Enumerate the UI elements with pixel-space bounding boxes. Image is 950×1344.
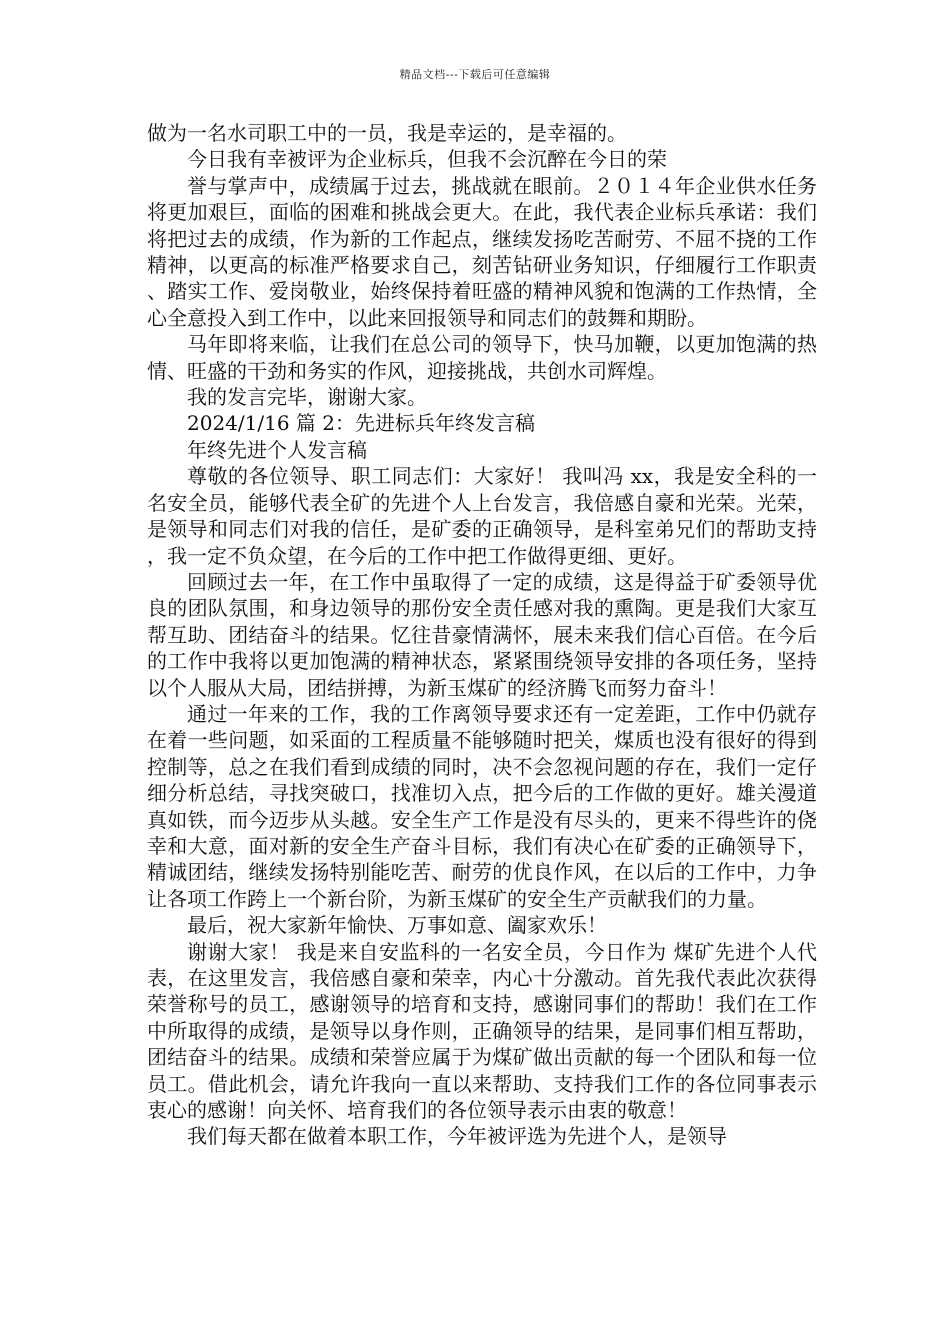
paragraph: 今日我有幸被评为企业标兵，但我不会沉醉在今日的荣 [187, 147, 667, 172]
paragraph: 我的发言完毕，谢谢大家。 [187, 385, 427, 410]
paragraph: 我们每天都在做着本职工作，今年被评选为先进个人，是领导 [187, 1124, 727, 1149]
document-title: 年终先进个人发言稿 [187, 437, 367, 462]
paragraph: 马年即将来临，让我们在总公司的领导下，快马加鞭，以更加饱满的热情、旺盛的干劲和务实的作风，迎接挑战，共创水司辉煌。 [147, 332, 817, 383]
paragraph: 谢谢大家！ 我是来自安监科的一名安全员，今日作为 煤矿先进个人代表，在这里发言，我倍感自豪和荣幸，内心十分激动。首先我代表此次获得荣誉称号的员工，感谢领导的培育和支持，感谢同事们的帮助！我们在工作中所取得的成绩，是领导以身作则，正确领导的结果，是同事们相互帮助，团结奋斗的结果。成绩和荣誉应属于为煤矿做出贡献的每一个团队和每一位员工。借此机会，请允许我向一直以来帮助、支持我们工作的各位同事表示衷心的感谢！向关怀、培育我们的各位领导表示由衷的敬意！ [147, 939, 817, 1123]
paragraph: 最后，祝大家新年愉快、万事如意、阖家欢乐！ [187, 913, 607, 938]
paragraph: 回顾过去一年，在工作中虽取得了一定的成绩，这是得益于矿委领导优良的团队氛围，和身边领导的那份安全责任感对我的熏陶。更是我们大家互帮互助、团结奋斗的结果。忆往昔豪情满怀，展未来我们信心百倍。在今后的工作中我将以更加饱满的精神状态，紧紧围绕领导安排的各项任务，坚持以个人服从大局，团结拼搏，为新玉煤矿的经济腾飞而努力奋斗！ [147, 569, 817, 700]
page-header-note: 精品文档---下载后可任意编辑 [399, 68, 551, 81]
paragraph: 做为一名水司职工中的一员，我是幸运的，是幸福的。 [147, 121, 627, 145]
paragraph: 通过一年来的工作，我的工作离领导要求还有一定差距，工作中仍就存在着一些问题，如采面的工程质量不能够随时把关，煤质也没有很好的得到控制等，总之在我们看到成绩的同时，决不会忽视问题的存在，我们一定仔细分析总结，寻找突破口，找准切入点，把今后的工作做的更好。雄关漫道真如铁，而今迈步从头越。安全生产工作是没有尽头的，更来不得些许的侥幸和大意，面对新的安全生产奋斗目标，我们有决心在矿委的正确领导下，精诚团结，继续发扬特别能吃苦、耐劳的优良作风，在以后的工作中，力争让各项工作跨上一个新台阶，为新玉煤矿的安全生产贡献我们的力量。 [147, 701, 817, 911]
paragraph: 尊敬的各位领导、职工同志们：大家好！ 我叫冯 xx，我是安全科的一名安全员，能够代表全矿的先进个人上台发言，我倍感自豪和光荣。光荣，是领导和同志们对我的信任，是矿委的正确领导，是科室弟兄们的帮助支持，我一定不负众望，在今后的工作中把工作做得更细、更好。 [147, 464, 817, 568]
paragraph: 誉与掌声中，成绩属于过去，挑战就在眼前。２０１４年企业供水任务将更加艰巨，面临的困难和挑战会更大。在此，我代表企业标兵承诺：我们将把过去的成绩，作为新的工作起点，继续发扬吃苦耐劳、不屈不挠的工作精神，以更高的标准严格要求自己，刻苦钻研业务知识，仔细履行工作职责、踏实工作、爱岗敬业，始终保持着旺盛的精神风貌和饱满的工作热情，全心全意投入到工作中，以此来回报领导和同志们的鼓舞和期盼。 [147, 173, 817, 330]
section-heading: 2024/1/16 篇 2：先进标兵年终发言稿 [187, 411, 535, 436]
document-body [147, 120, 817, 1150]
